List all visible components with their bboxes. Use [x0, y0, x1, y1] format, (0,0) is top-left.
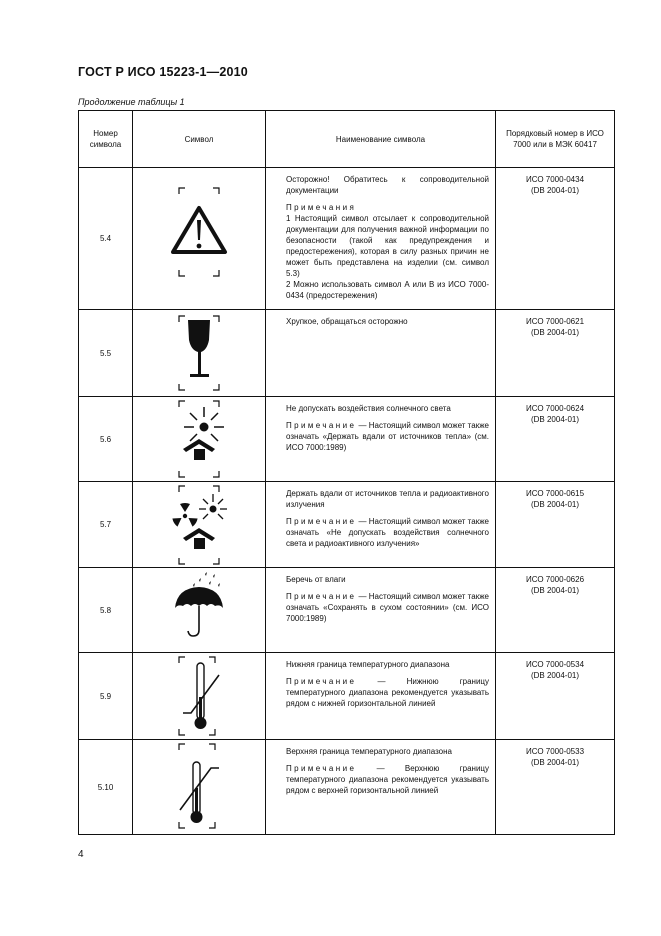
iso-reference: ИСО 7000-0624: [525, 404, 585, 413]
header-ref: Порядковый номер в ИСО 7000 или в МЭК 60417: [496, 111, 615, 168]
symbol-title: Держать вдали от источников тепла и радиоактивного излучения: [286, 489, 489, 509]
symbol-name-cell: [266, 482, 496, 568]
iso-reference: ИСО 7000-0534: [525, 660, 585, 669]
symbol-name-cell: [266, 653, 496, 740]
symbol-cell: [133, 397, 266, 482]
symbol-name-cell: [266, 397, 496, 482]
symbol-reference: [496, 740, 615, 835]
db-reference: (DB 2004-01): [530, 186, 580, 195]
note-text: — Верхнюю границу температурного диапазона рекомендуется указывать рядом с верхней горизонтальной линией: [286, 764, 489, 795]
symbol-title: Не допускать воздействия солнечного света: [286, 404, 451, 413]
symbol-title: Беречь от влаги: [286, 575, 346, 584]
note-item: 2 Можно использовать символ А или В из ИСО 7000-0434 (предостережения): [286, 280, 489, 300]
table-row: [79, 168, 615, 310]
table-row: [79, 482, 615, 568]
db-reference: (DB 2004-01): [530, 758, 580, 767]
keep-away-from-heat-radiation-icon: [133, 482, 266, 567]
db-reference: (DB 2004-01): [530, 328, 580, 337]
symbol-name-cell: [266, 740, 496, 835]
symbol-name-cell: [266, 568, 496, 653]
symbol-name-cell: [266, 310, 496, 397]
notes-heading: Примечания: [286, 203, 357, 212]
db-reference: (DB 2004-01): [530, 415, 580, 424]
symbol-cell: [133, 568, 266, 653]
symbol-reference: [496, 653, 615, 740]
table-row: [79, 653, 615, 740]
symbol-title: Осторожно! Обратитесь к сопроводительной документации: [286, 175, 489, 195]
symbol-cell: [133, 310, 266, 397]
note-label: Примечание: [286, 764, 357, 773]
db-reference: (DB 2004-01): [530, 671, 580, 680]
iso-reference: ИСО 7000-0434: [525, 175, 585, 184]
symbol-number: 5.6: [79, 397, 133, 482]
note-label: Примечание: [286, 421, 357, 430]
header-symbol: Символ: [133, 111, 266, 168]
table-header-row: [79, 111, 615, 168]
note-label: Примечание: [286, 517, 357, 526]
symbol-title: Верхняя граница температурного диапазона: [286, 747, 452, 756]
symbol-reference: [496, 397, 615, 482]
symbol-number: 5.7: [79, 482, 133, 568]
symbol-number: 5.4: [79, 168, 133, 310]
note-item: 1 Настоящий символ отсылает к сопроводительной документации для получения важной информации по безопасности (такой как предупреждения и предостережения), которая в силу разных причин не может быть представлена на изделии (см. символ 5.3): [286, 214, 489, 278]
table-row: [79, 568, 615, 653]
symbol-title: Хрупкое, обращаться осторожно: [286, 317, 408, 326]
symbol-cell: [133, 740, 266, 835]
symbol-reference: [496, 310, 615, 397]
symbol-reference: [496, 568, 615, 653]
warning-triangle-icon: [133, 168, 266, 308]
note-label: Примечание: [286, 592, 357, 601]
iso-reference: ИСО 7000-0621: [525, 317, 585, 326]
note-text: — Настоящий символ может также означать «Не допускать воздействия солнечного света и радиоактивного излучения»: [286, 517, 489, 548]
iso-reference: ИСО 7000-0533: [525, 747, 585, 756]
document-title: ГОСТ Р ИСО 15223-1—2010: [78, 65, 248, 79]
lower-temperature-limit-icon: [133, 653, 266, 739]
keep-away-from-sunlight-icon: [133, 397, 266, 481]
page-number: 4: [78, 849, 84, 860]
note-text: — Настоящий символ может также означать «Держать вдали от источников тепла» (см. ИСО 7000:1989): [286, 421, 489, 452]
header-name: Наименование символа: [266, 111, 496, 168]
db-reference: (DB 2004-01): [530, 586, 580, 595]
symbol-number: 5.8: [79, 568, 133, 653]
upper-temperature-limit-icon: [133, 740, 266, 834]
iso-reference: ИСО 7000-0615: [525, 489, 585, 498]
table-caption: Продолжение таблицы 1: [78, 97, 185, 107]
symbol-cell: [133, 482, 266, 568]
note-label: Примечание: [286, 677, 357, 686]
keep-dry-umbrella-icon: [133, 568, 266, 652]
symbol-number: 5.9: [79, 653, 133, 740]
table-row: [79, 310, 615, 397]
symbol-reference: [496, 168, 615, 310]
symbols-table: [78, 110, 615, 835]
symbol-cell: [133, 653, 266, 740]
table-row: [79, 397, 615, 482]
note-text: — Нижнюю границу температурного диапазона рекомендуется указывать рядом с нижней горизонтальной линией: [286, 677, 489, 708]
header-number: Номер символа: [79, 111, 133, 168]
symbol-number: 5.5: [79, 310, 133, 397]
symbol-reference: [496, 482, 615, 568]
iso-reference: ИСО 7000-0626: [525, 575, 585, 584]
symbol-number: 5.10: [79, 740, 133, 835]
symbol-cell: [133, 168, 266, 310]
db-reference: (DB 2004-01): [530, 500, 580, 509]
fragile-glass-icon: [133, 310, 266, 396]
symbol-name-cell: [266, 168, 496, 310]
table-row: [79, 740, 615, 835]
note-text: — Настоящий символ может также означать «Сохранять в сухом состоянии» (см. ИСО 7000:1989): [286, 592, 489, 623]
symbol-title: Нижняя граница температурного диапазона: [286, 660, 450, 669]
